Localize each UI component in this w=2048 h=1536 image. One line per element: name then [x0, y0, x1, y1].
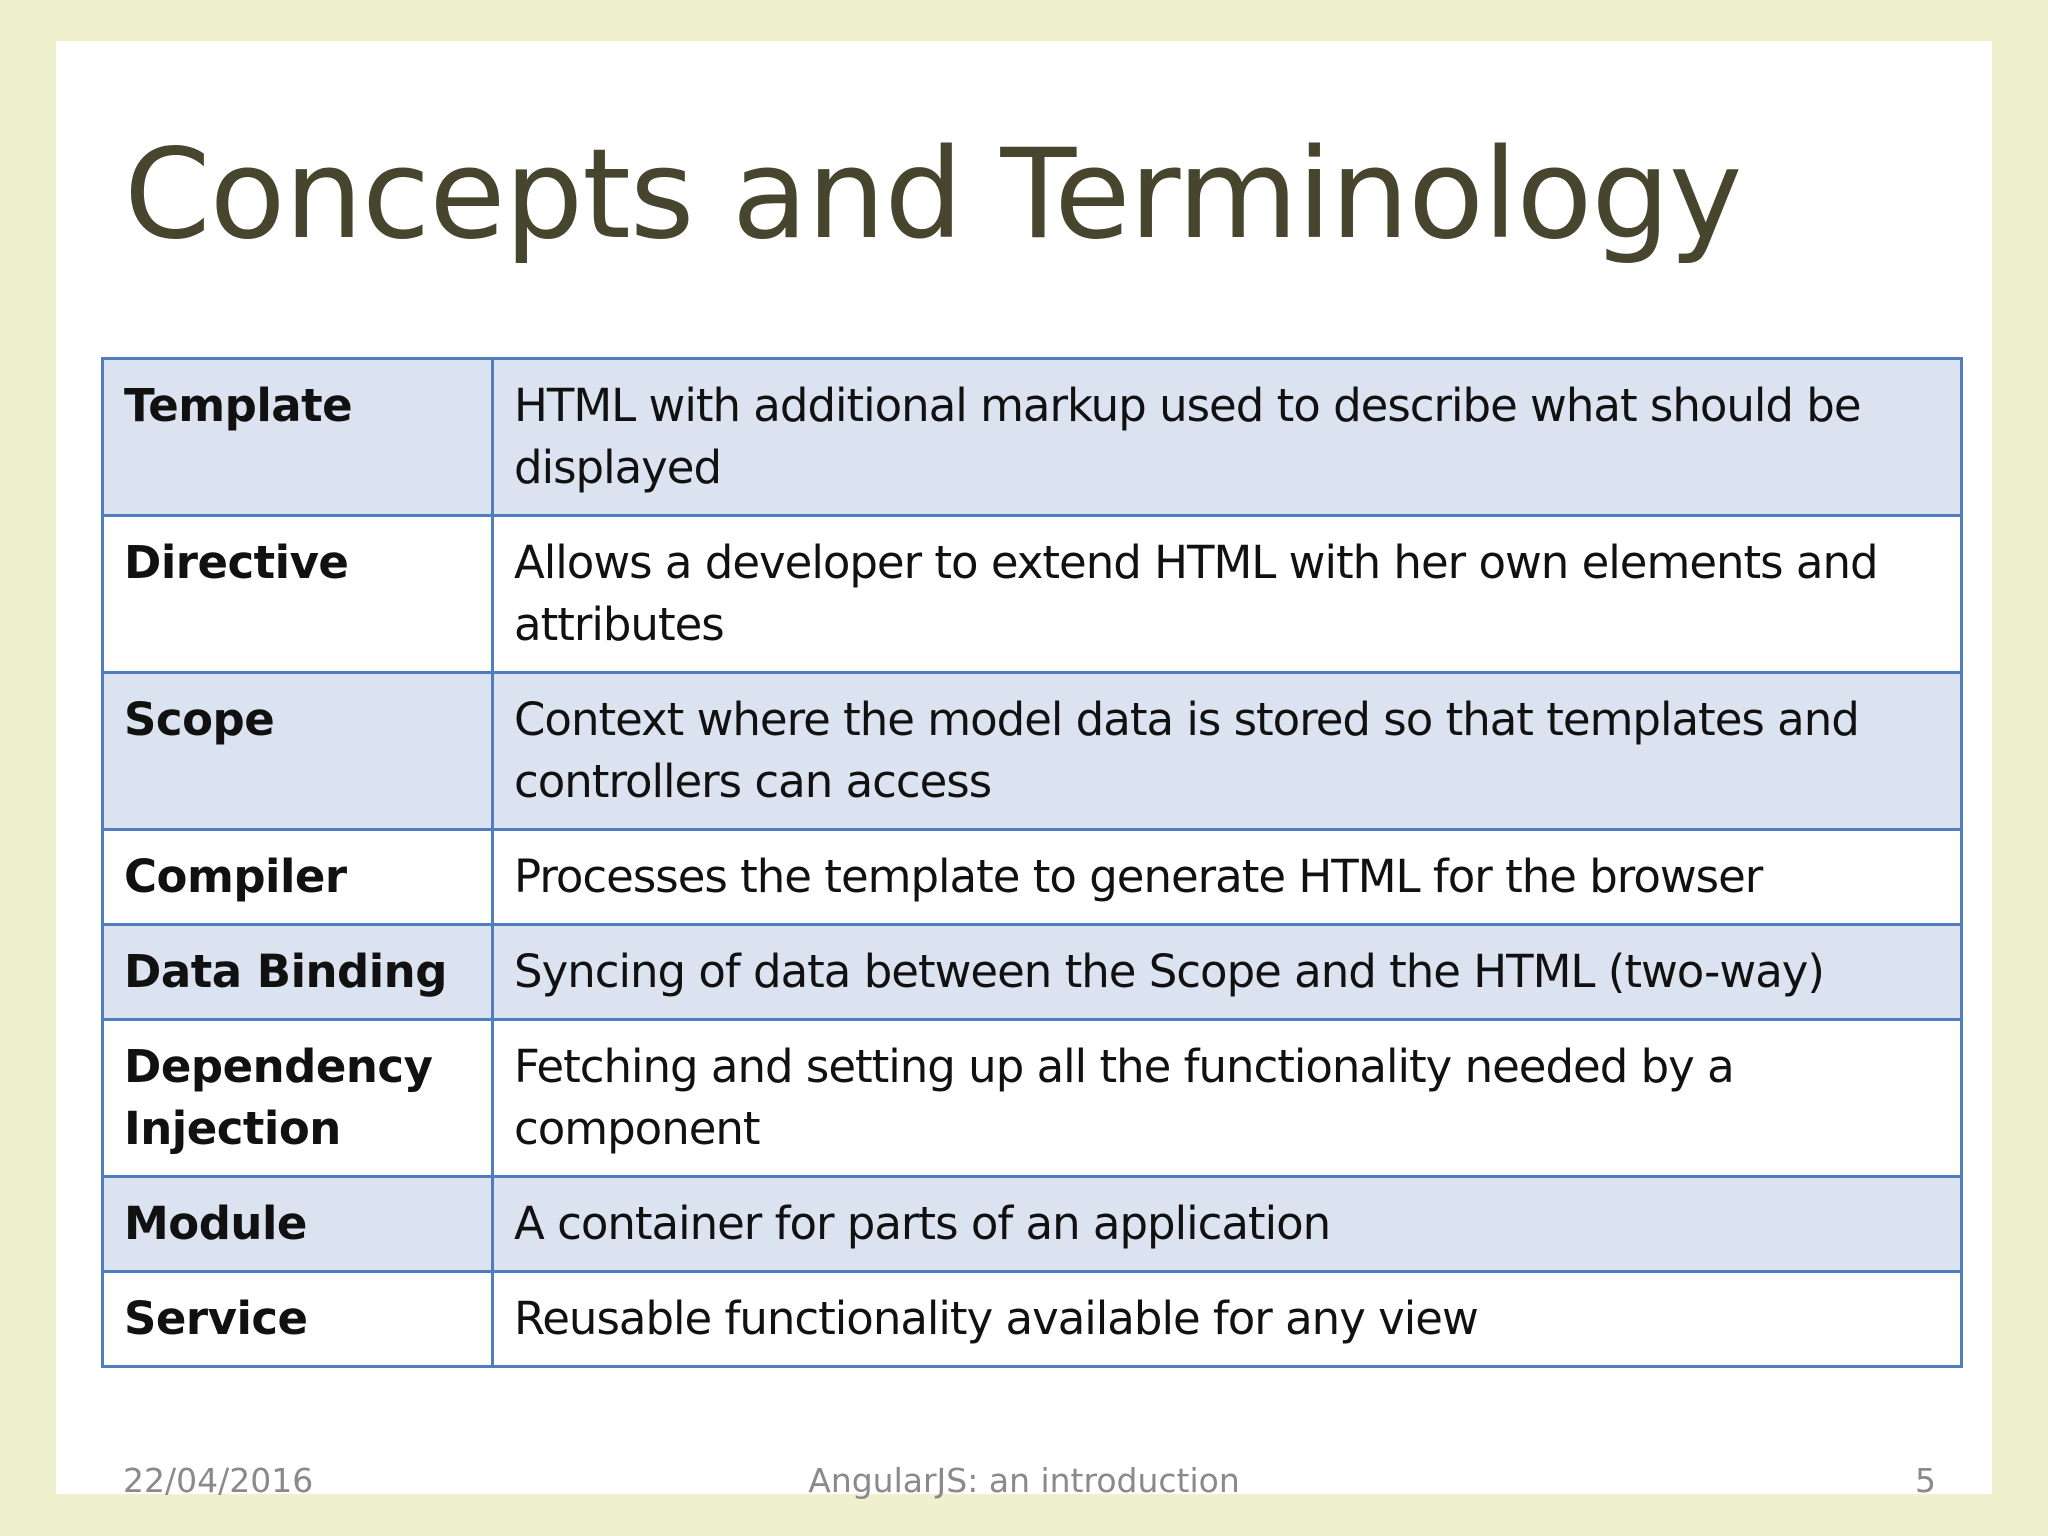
term-cell: Module	[103, 1177, 493, 1272]
table-row	[103, 1177, 1962, 1272]
table-row	[103, 1272, 1962, 1367]
slide-title: Concepts and Terminology	[124, 123, 1742, 267]
term-cell: Directive	[103, 516, 493, 673]
term-cell: Service	[103, 1272, 493, 1367]
table-row	[103, 359, 1962, 516]
table-row	[103, 1020, 1962, 1177]
definition-cell: A container for parts of an application	[493, 1177, 1962, 1272]
table-row	[103, 925, 1962, 1020]
definition-cell: Context where the model data is stored so that templates and controllers can access	[493, 673, 1962, 830]
term-cell: Template	[103, 359, 493, 516]
terminology-table	[101, 357, 1963, 1368]
table-row	[103, 516, 1962, 673]
table-row	[103, 830, 1962, 925]
slide	[56, 41, 1992, 1500]
definition-cell: Syncing of data between the Scope and the HTML (two-way)	[493, 925, 1962, 1020]
table-row	[103, 673, 1962, 830]
definition-cell: Reusable functionality available for any view	[493, 1272, 1962, 1367]
definition-cell: Allows a developer to extend HTML with her own elements and attributes	[493, 516, 1962, 673]
footer-title: AngularJS: an introduction	[808, 1461, 1240, 1500]
page-number: 5	[1915, 1461, 1936, 1500]
definition-cell: HTML with additional markup used to describe what should be displayed	[493, 359, 1962, 516]
footer-date: 22/04/2016	[123, 1461, 314, 1500]
term-cell: Scope	[103, 673, 493, 830]
definition-cell: Fetching and setting up all the functionality needed by a component	[493, 1020, 1962, 1177]
term-cell: Data Binding	[103, 925, 493, 1020]
term-cell: Compiler	[103, 830, 493, 925]
term-cell: Dependency Injection	[103, 1020, 493, 1177]
definition-cell: Processes the template to generate HTML for the browser	[493, 830, 1962, 925]
